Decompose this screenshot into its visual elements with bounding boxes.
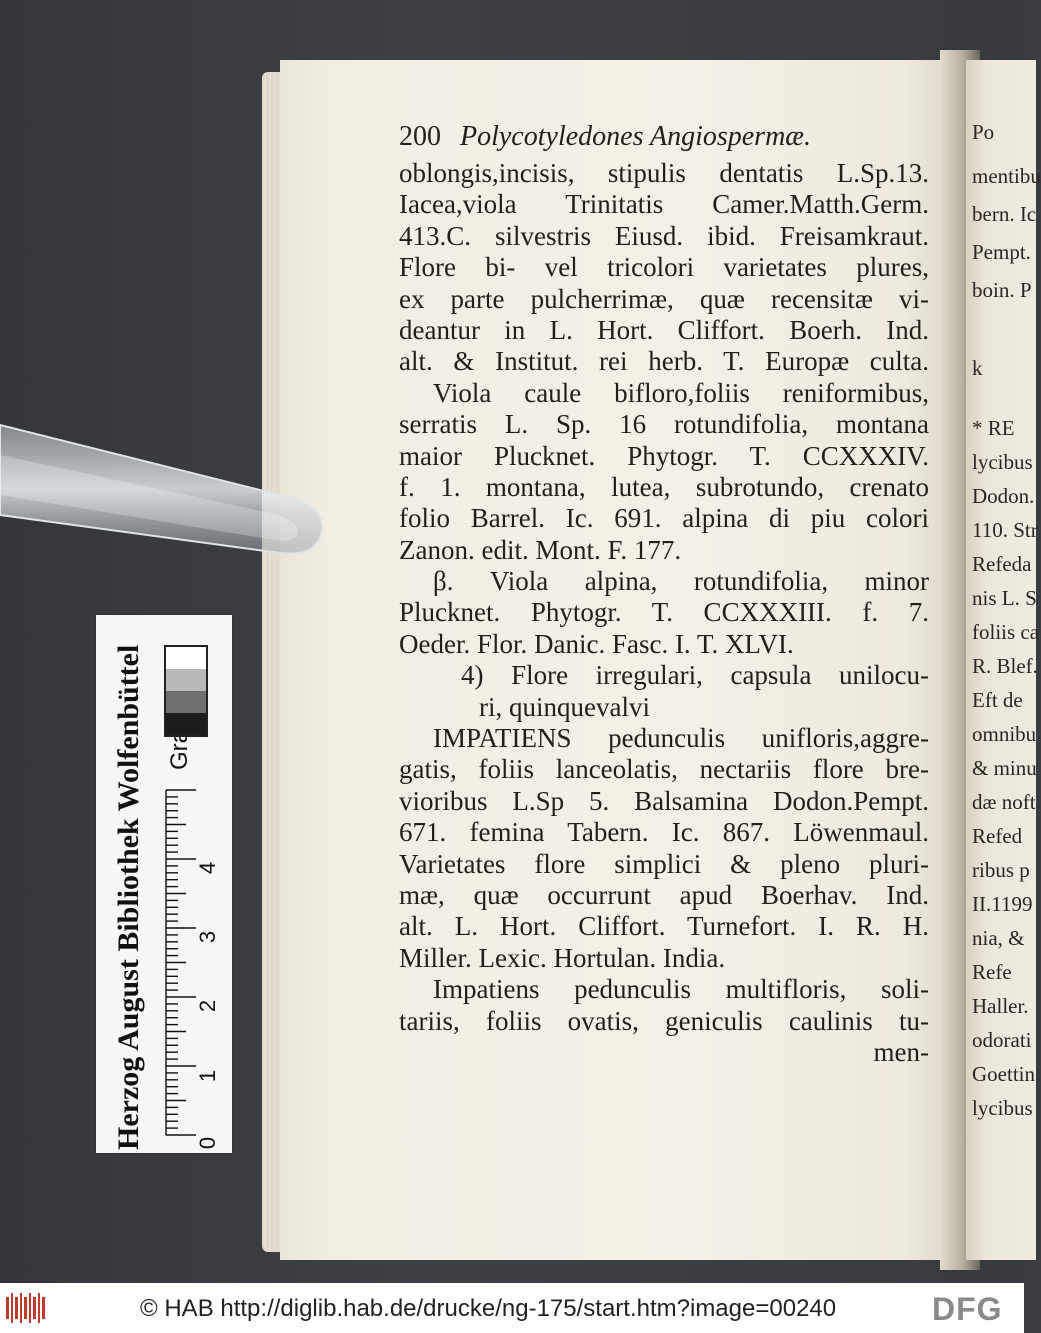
- facing-page-line: Pempt.: [972, 240, 1031, 264]
- facing-page-line: Dodon.: [972, 484, 1035, 508]
- copyright-link[interactable]: © HAB http://diglib.hab.de/drucke/ng-175/start.htm?image=00240: [140, 1295, 837, 1322]
- facing-page-line: Refe: [972, 960, 1012, 984]
- text-line: Varietates flore simplici & pleno pluri-: [399, 848, 929, 879]
- text-line: gatis, foliis lanceolatis, nectariis flore bre-: [399, 754, 929, 785]
- ruler-number: 1: [195, 1069, 221, 1083]
- facing-page-line: nia, &: [972, 926, 1025, 950]
- text-line: Viola caule bifloro,foliis reniformibus,: [433, 377, 929, 408]
- ruler-number: 0: [195, 1136, 221, 1150]
- plastic-clip: [0, 425, 330, 575]
- text-line: alt. & Institut. rei herb. T. Europæ culta.: [399, 346, 929, 377]
- text-line: alt. L. Hort. Cliffort. Turnefort. I. R. H.: [399, 911, 929, 942]
- text-line: mæ, quæ occurrunt apud Boerhav. Ind.: [399, 879, 929, 910]
- facing-page-line: odorati: [972, 1028, 1032, 1052]
- text-line: 4) Flore irregulari, capsula unilocu-: [461, 660, 929, 691]
- text-line: β. Viola alpina, rotundifolia, minor: [433, 566, 929, 597]
- text-line: Flore bi- vel tricolori varietates plures,: [399, 252, 929, 283]
- text-line: maior Plucknet. Phytogr. T. CCXXXIV.: [399, 440, 929, 471]
- dfg-logo: DFG: [932, 1291, 1003, 1327]
- text-line: Zanon. edit. Mont. F. 177.: [399, 534, 682, 565]
- facing-page-line: boin. P: [972, 278, 1032, 302]
- facing-page-line: Refeda: [972, 552, 1032, 576]
- facing-page-line: nis L. S: [972, 586, 1037, 610]
- text-line: Oeder. Flor. Danic. Fasc. I. T. XLVI.: [399, 628, 794, 659]
- text-line: vioribus L.Sp 5. Balsamina Dodon.Pempt.: [399, 785, 929, 816]
- text-line: serratis L. Sp. 16 rotundifolia, montana: [399, 409, 929, 440]
- facing-page-line: ribus p: [972, 858, 1030, 882]
- text-line: deantur in L. Hort. Cliffort. Boerh. Ind.: [399, 314, 929, 345]
- text-line: Iacea,viola Trinitatis Camer.Matth.Germ.: [399, 189, 929, 220]
- facing-page-line: Haller.: [972, 994, 1029, 1018]
- text-line: Impatiens pedunculis multifloris, soli-: [433, 974, 929, 1005]
- text-line: Miller. Lexic. Hortulan. India.: [399, 942, 726, 973]
- facing-page-line: foliis ca: [972, 620, 1040, 644]
- running-header: [399, 120, 929, 154]
- text-line: folio Barrel. Ic. 691. alpina di piu colori: [399, 503, 929, 534]
- gray-scale-patches: [164, 645, 208, 737]
- institution-name: Herzog August Bibliothek Wolfenbüttel: [112, 644, 145, 1150]
- text-line: tariis, foliis ovatis, geniculis caulinis tu-: [399, 1005, 929, 1036]
- facing-page-line: bern. Ic: [972, 202, 1037, 226]
- text-line: oblongis,incisis, stipulis dentatis L.Sp.13.: [399, 158, 929, 188]
- text-line: Plucknet. Phytogr. T. CCXXXIII. f. 7.: [399, 597, 929, 628]
- facing-page-line: Eft de: [972, 688, 1023, 712]
- text-line: ex parte pulcherrimæ, quæ recensitæ vi-: [399, 283, 929, 314]
- facing-page-line: & minu: [972, 756, 1037, 780]
- ruler-number: 2: [195, 999, 221, 1013]
- hab-barcode-icon: [6, 1293, 46, 1323]
- facing-page-line: lycibus: [972, 450, 1033, 474]
- facing-page-line: Refed: [972, 824, 1023, 848]
- ruler-number: 3: [195, 930, 221, 944]
- facing-page-line: k: [972, 356, 983, 380]
- running-title: Polycotyledones Angiospermæ.: [460, 121, 811, 152]
- facing-page-line: * RE: [972, 416, 1015, 440]
- text-line: ri, quinquevalvi: [479, 691, 650, 722]
- text-line: 671. femina Tabern. Ic. 867. Löwenmaul.: [399, 817, 929, 848]
- footer-bar: [0, 1283, 1024, 1333]
- facing-page-line: R. Blef.: [972, 654, 1038, 678]
- facing-page-line: lycibus: [972, 1096, 1033, 1120]
- facing-page-line: Goettin: [972, 1062, 1035, 1086]
- facing-page-line: omnibu: [972, 722, 1037, 746]
- facing-page-line: II.1199: [972, 892, 1033, 916]
- facing-page-line: dæ noft: [972, 790, 1036, 814]
- page-number: 200: [399, 121, 441, 152]
- facing-page-line: 110. Str: [972, 518, 1038, 542]
- text-line: 413.C. silvestris Eiusd. ibid. Freisamkraut.: [399, 220, 929, 251]
- text-line: IMPATIENS pedunculis unifloris,aggre-: [433, 723, 929, 754]
- ruler-number: 4: [195, 861, 221, 875]
- catchword: men-: [873, 1036, 929, 1067]
- facing-page-line: Po: [972, 120, 995, 144]
- page-text: [399, 120, 929, 1068]
- facing-page: [966, 60, 1041, 1260]
- text-line: f. 1. montana, lutea, subrotundo, crenato: [399, 471, 929, 502]
- facing-page-line: mentibu: [972, 164, 1041, 188]
